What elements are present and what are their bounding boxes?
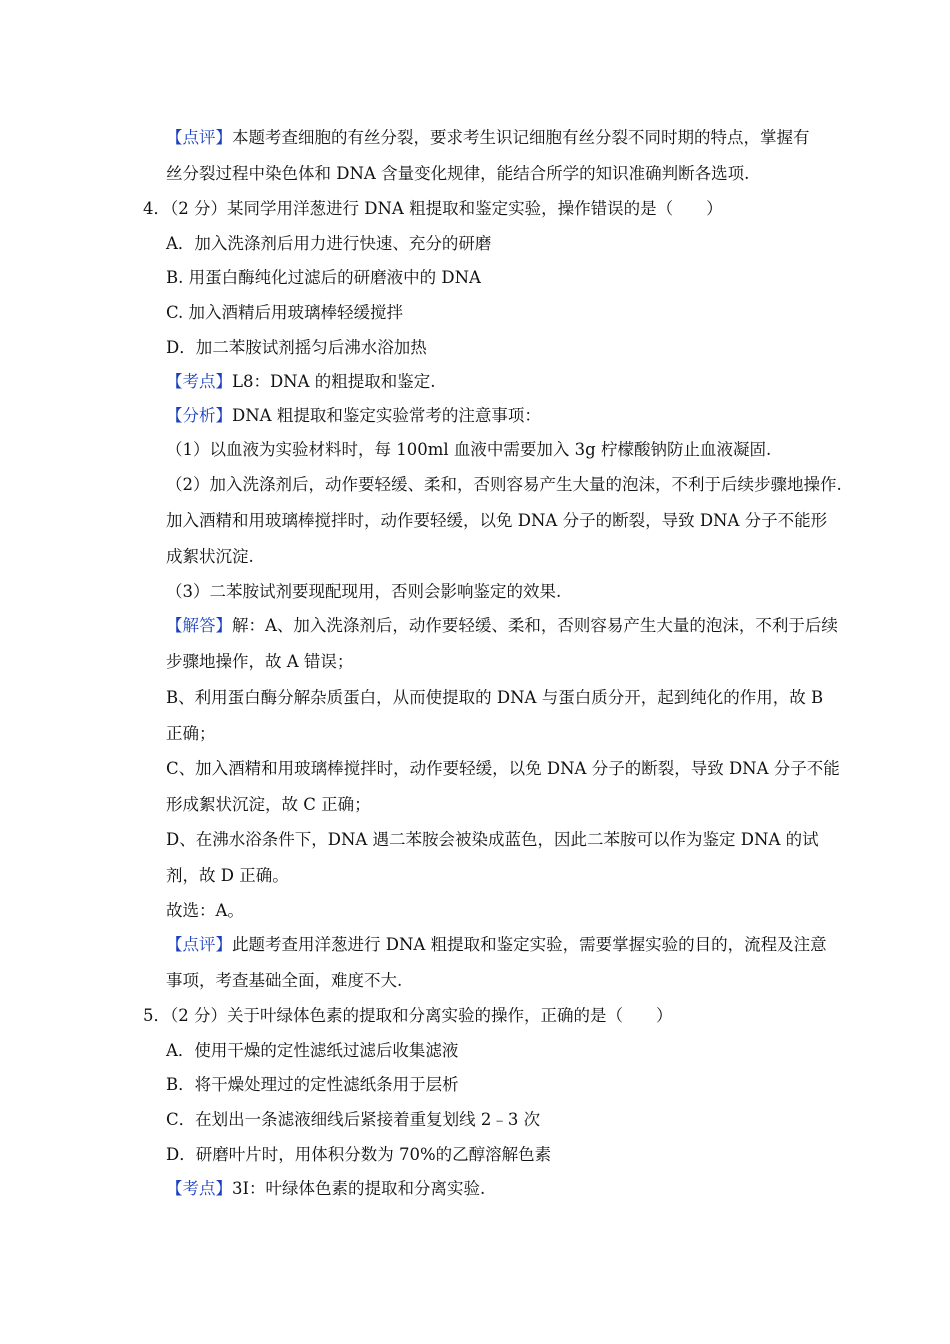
- question-4-stem: 4．（2 分）某同学用洋葱进行 DNA 粗提取和鉴定实验，操作错误的是（ ）: [143, 199, 723, 218]
- q4-dianping-2: 事项，考查基础全面，难度不大.: [166, 971, 403, 990]
- q4-option-d: D．加二苯胺试剂摇匀后沸水浴加热: [166, 338, 427, 357]
- note-line: 成絮状沉淀.: [166, 547, 254, 566]
- review-line-1: 【点评】本题考查细胞的有丝分裂，要求考生识记细胞有丝分裂不同时期的特点，掌握有: [166, 128, 810, 147]
- fenxi-tag: 【分析】: [166, 406, 232, 425]
- kaodian-tag: 【考点】: [166, 372, 232, 391]
- kaodian-tag: 【考点】: [166, 1179, 232, 1198]
- answer-line: 故选：A。: [166, 901, 244, 920]
- answer-line: 正确；: [166, 724, 216, 743]
- answer-line: B、利用蛋白酶分解杂质蛋白，从而使提取的 DNA 与蛋白质分开，起到纯化的作用，故 B: [166, 688, 824, 707]
- answer-line: C、加入酒精和用玻璃棒搅拌时，动作要轻缓，以免 DNA 分子的断裂，导致 DNA 分子不能: [166, 759, 840, 778]
- q5-kaodian: 【考点】3I：叶绿体色素的提取和分离实验.: [166, 1179, 486, 1198]
- question-5-stem: 5．（2 分）关于叶绿体色素的提取和分离实验的操作，正确的是（ ）: [143, 1006, 673, 1025]
- q4-fenxi: 【分析】DNA 粗提取和鉴定实验常考的注意事项：: [166, 406, 541, 425]
- dianping-tag: 【点评】: [166, 935, 232, 954]
- answer-line: 步骤地操作，故 A 错误；: [166, 652, 354, 671]
- jieda-tag: 【解答】: [166, 616, 232, 635]
- q4-option-a: A．加入洗涤剂后用力进行快速、充分的研磨: [166, 234, 492, 253]
- q5-option-d: D．研磨叶片时，用体积分数为 70%的乙醇溶解色素: [166, 1145, 552, 1164]
- note-line: （1）以血液为实验材料时，每 100ml 血液中需要加入 3g 柠檬酸钠防止血液凝固.: [166, 440, 772, 459]
- q5-option-a: A．使用干燥的定性滤纸过滤后收集滤液: [166, 1041, 459, 1060]
- answer-line: 形成絮状沉淀，故 C 正确；: [166, 795, 371, 814]
- note-line: （3）二苯胺试剂要现配现用，否则会影响鉴定的效果.: [166, 582, 562, 601]
- q4-option-b: B. 用蛋白酶纯化过滤后的研磨液中的 DNA: [166, 268, 481, 287]
- review-tag: 【点评】: [166, 128, 232, 147]
- review-line-2: 丝分裂过程中染色体和 DNA 含量变化规律，能结合所学的知识准确判断各选项.: [166, 164, 750, 183]
- note-line: 加入酒精和用玻璃棒搅拌时，动作要轻缓，以免 DNA 分子的断裂，导致 DNA 分子不能形: [166, 511, 828, 530]
- q4-jieda: 【解答】解：A、加入洗涤剂后，动作要轻缓、柔和，否则容易产生大量的泡沫，不利于后续: [166, 616, 838, 635]
- q4-dianping: 【点评】此题考查用洋葱进行 DNA 粗提取和鉴定实验，需要掌握实验的目的，流程及注意: [166, 935, 827, 954]
- answer-line: 剂，故 D 正确。: [166, 866, 289, 885]
- answer-line: D、在沸水浴条件下，DNA 遇二苯胺会被染成蓝色，因此二苯胺可以作为鉴定 DNA 的试: [166, 830, 819, 849]
- q4-kaodian: 【考点】L8：DNA 的粗提取和鉴定.: [166, 372, 436, 391]
- q5-option-b: B．将干燥处理过的定性滤纸条用于层析: [166, 1075, 459, 1094]
- note-line: （2）加入洗涤剂后，动作要轻缓、柔和，否则容易产生大量的泡沫，不利于后续步骤地操作.: [166, 475, 842, 494]
- q5-option-c: C．在划出一条滤液细线后紧接着重复划线 2﹣3 次: [166, 1110, 541, 1129]
- q4-option-c: C. 加入酒精后用玻璃棒轻缓搅拌: [166, 303, 404, 322]
